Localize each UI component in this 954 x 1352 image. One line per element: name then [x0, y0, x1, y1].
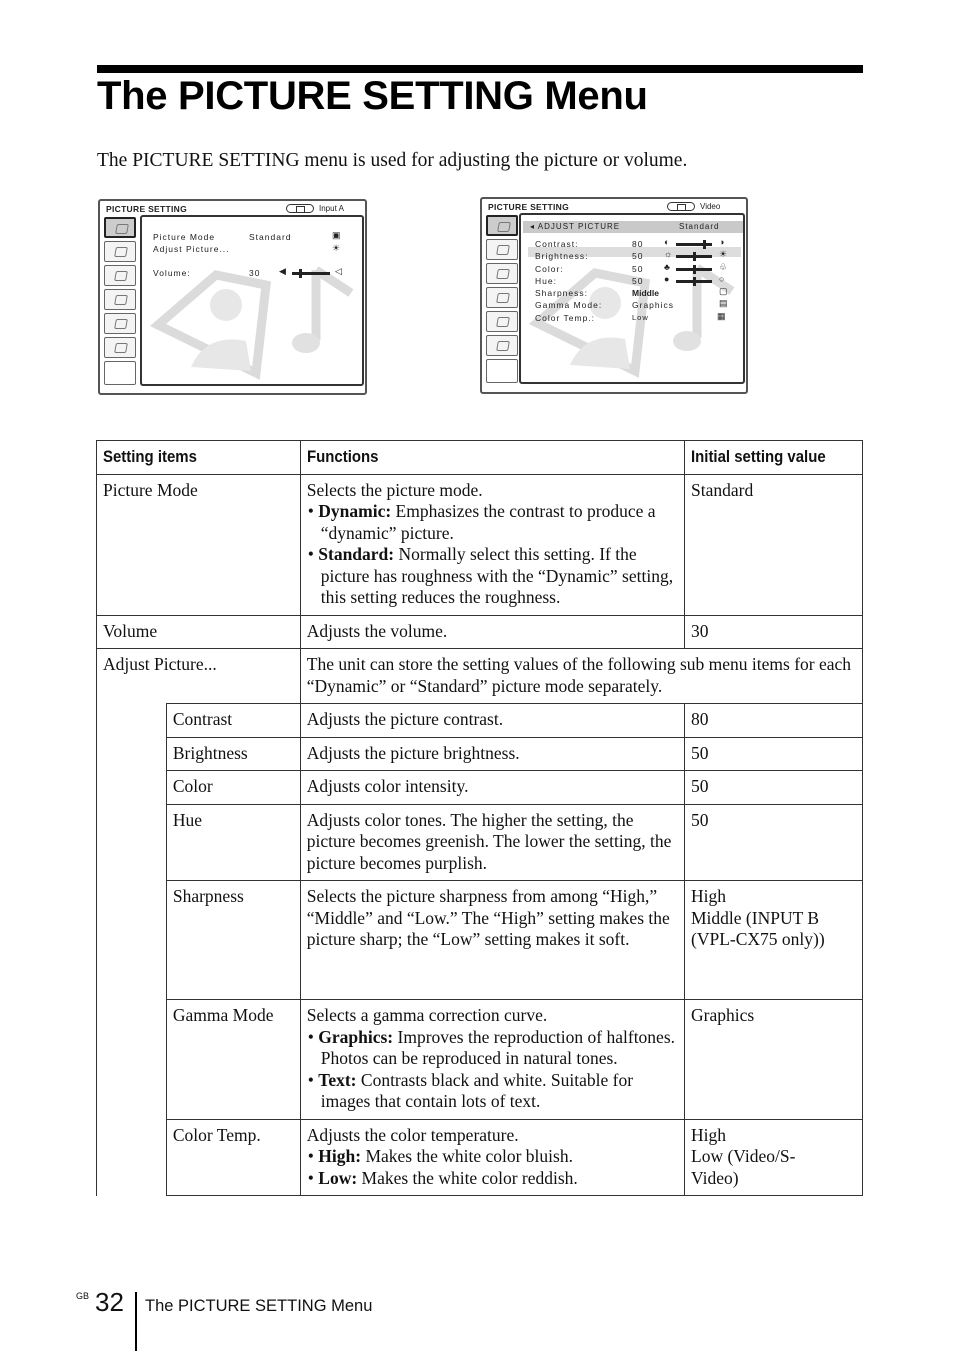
initial-value-cell: 50	[685, 804, 863, 881]
subitem-cell: Gamma Mode	[166, 1000, 300, 1120]
brightness-low-icon: ☼	[664, 249, 673, 259]
input-setting-icon	[104, 241, 136, 262]
color-knob	[693, 265, 696, 274]
picture-setting-icon	[104, 217, 136, 238]
function-cell: Adjusts the picture brightness.	[300, 737, 684, 771]
subitem-cell: Hue	[166, 804, 300, 881]
gamma-icon: ▤	[719, 298, 728, 308]
osd-menu-icons	[104, 217, 138, 388]
header-initial-value: Initial setting value	[685, 441, 863, 475]
function-cell: Adjusts the color temperature. • High: Makes the white color bluish. • Low: Makes the white color reddish.	[300, 1119, 684, 1196]
table-row	[97, 704, 863, 738]
initial-value-cell: 50	[685, 771, 863, 805]
osd-row-label: Volume:	[153, 268, 191, 278]
volume-knob	[299, 269, 302, 278]
hue-knob	[693, 277, 696, 286]
osd-row-label: Contrast:	[535, 239, 579, 249]
osd-row-label: Adjust Picture...	[153, 244, 230, 254]
osd-row-label: Brightness:	[535, 251, 589, 261]
osd-input-indicator	[667, 202, 720, 211]
menu-setting-icon	[486, 287, 518, 308]
input-icon	[286, 204, 314, 213]
subitem-cell: Brightness	[166, 737, 300, 771]
subitem-cell: Contrast	[166, 704, 300, 738]
table-row	[97, 1119, 863, 1196]
item-cell: Adjust Picture...	[97, 649, 301, 704]
osd-row-label: Hue:	[535, 276, 557, 286]
settings-table	[96, 440, 863, 1196]
initial-value-cell: 80	[685, 704, 863, 738]
adjust-picture-icon: ☀	[332, 243, 341, 253]
osd-adjust-picture-menu	[480, 197, 748, 394]
table-row	[97, 474, 863, 615]
contrast-slider	[676, 243, 712, 246]
sharpness-icon: ▢	[719, 286, 728, 296]
color-high-icon: ♧	[719, 262, 728, 272]
function-cell: Adjusts the volume.	[300, 615, 684, 649]
osd-row-label: Gamma Mode:	[535, 300, 603, 310]
input-setting-icon	[486, 239, 518, 260]
intro-text: The PICTURE SETTING menu is used for adjusting the picture or volume.	[97, 150, 688, 171]
page-title: The PICTURE SETTING Menu	[97, 74, 648, 118]
function-cell: Adjusts the picture contrast.	[300, 704, 684, 738]
information-icon	[486, 335, 518, 356]
function-cell: Selects the picture mode. • Dynamic: Emphasizes the contrast to produce a “dynamic” picture. • Standard: Normally select this setting. If the picture has roughness with the “Dynamic” setting, this setting reduces the roughness.	[300, 474, 684, 615]
submenu-mode: Standard	[679, 222, 720, 231]
initial-value-cell: High Low (Video/S-Video)	[685, 1119, 863, 1196]
osd-menu-icons	[486, 215, 520, 386]
volume-slider	[292, 272, 330, 275]
subitem-cell: Sharpness	[166, 881, 300, 1000]
initial-value-cell: 30	[685, 615, 863, 649]
osd-row-value: 50	[632, 276, 644, 286]
subitem-cell: Color	[166, 771, 300, 805]
osd-panel	[519, 213, 745, 384]
color-temp-icon: ▦	[717, 311, 726, 321]
initial-value-cell: High Middle (INPUT B (VPL-CX75 only))	[685, 881, 863, 1000]
table-row	[97, 649, 863, 704]
input-icon	[667, 202, 695, 211]
function-cell: Selects a gamma correction curve. • Graphics: Improves the reproduction of halftones. Photos can be reproduced in natural tones. • Text: Contrasts black and white. Suitable for images that contain lots of text.	[300, 1000, 684, 1120]
picture-setting-icon	[486, 215, 518, 236]
item-cell: Picture Mode	[97, 474, 301, 615]
osd-row-value: 50	[632, 264, 644, 274]
blank-icon-slot	[486, 359, 518, 383]
osd-row-value: 30	[249, 268, 261, 278]
subitem-cell: Color Temp.	[166, 1119, 300, 1196]
header-functions: Functions	[300, 441, 684, 475]
osd-panel	[140, 215, 364, 386]
hue-high-icon: ○	[719, 274, 725, 284]
osd-header: PICTURE SETTING	[488, 202, 570, 212]
item-cell: Volume	[97, 615, 301, 649]
function-cell: Selects the picture sharpness from among “High,” “Middle” and “Low.” The “High” setting makes the picture sharp; the “Low” setting makes it soft.	[300, 881, 684, 1000]
osd-row-value: 80	[632, 239, 644, 249]
indent-cell	[97, 704, 167, 1196]
hue-low-icon: ●	[664, 274, 670, 284]
footer-divider	[135, 1292, 137, 1351]
initial-value-cell: Graphics	[685, 1000, 863, 1120]
osd-input-indicator	[286, 204, 344, 213]
header-setting-items: Setting items	[97, 441, 301, 475]
contrast-low-icon: ◐	[664, 237, 670, 247]
osd-row-value: Graphics	[632, 300, 675, 310]
top-rule	[97, 65, 863, 73]
speaker-high-icon: ◁	[335, 266, 342, 276]
table-row	[97, 1000, 863, 1120]
osd-row-label: Picture Mode	[153, 232, 216, 242]
osd-row-value: Low	[632, 313, 649, 322]
picture-mode-icon: ▣	[332, 230, 341, 240]
function-cell: Adjusts color tones. The higher the setting, the picture becomes greenish. The lower the setting, the picture becomes purplish.	[300, 804, 684, 881]
brightness-high-icon: ☀	[719, 249, 728, 259]
information-icon	[104, 337, 136, 358]
function-cell: Adjusts color intensity.	[300, 771, 684, 805]
osd-row-label: Color:	[535, 264, 564, 274]
contrast-knob	[703, 240, 706, 249]
page-number: 32	[95, 1287, 124, 1317]
installation-icon	[486, 311, 518, 332]
brightness-knob	[693, 252, 696, 261]
installation-icon	[104, 313, 136, 334]
osd-row-label: Color Temp.:	[535, 313, 596, 323]
contrast-high-icon: ◑	[719, 237, 725, 247]
osd-row-value: 50	[632, 251, 644, 261]
language-code: GB	[76, 1291, 90, 1301]
osd-input-label: Input A	[319, 204, 344, 213]
menu-setting-icon	[104, 289, 136, 310]
submenu-title: ◂ ADJUST PICTURE	[530, 222, 621, 231]
table-row	[97, 804, 863, 881]
footer-section-title: The PICTURE SETTING Menu	[145, 1297, 373, 1315]
osd-row-value: Standard	[249, 232, 292, 242]
table-row	[97, 771, 863, 805]
function-cell: The unit can store the setting values of the following sub menu items for each “Dynamic” or “Standard” picture mode separately.	[300, 649, 862, 704]
setup-icon	[104, 265, 136, 286]
blank-icon-slot	[104, 361, 136, 385]
osd-input-label: Video	[700, 202, 721, 211]
osd-header: PICTURE SETTING	[106, 204, 188, 214]
speaker-low-icon: ◀	[279, 266, 286, 276]
initial-value-cell: Standard	[685, 474, 863, 615]
osd-row-value: Middle	[632, 288, 659, 298]
osd-picture-setting-menu	[98, 199, 367, 395]
table-row	[97, 737, 863, 771]
initial-value-cell: 50	[685, 737, 863, 771]
osd-row-label: Sharpness:	[535, 288, 588, 298]
table-row	[97, 615, 863, 649]
setup-icon	[486, 263, 518, 284]
table-row	[97, 881, 863, 1000]
color-low-icon: ♣	[664, 262, 670, 272]
table-header-row	[97, 441, 863, 475]
